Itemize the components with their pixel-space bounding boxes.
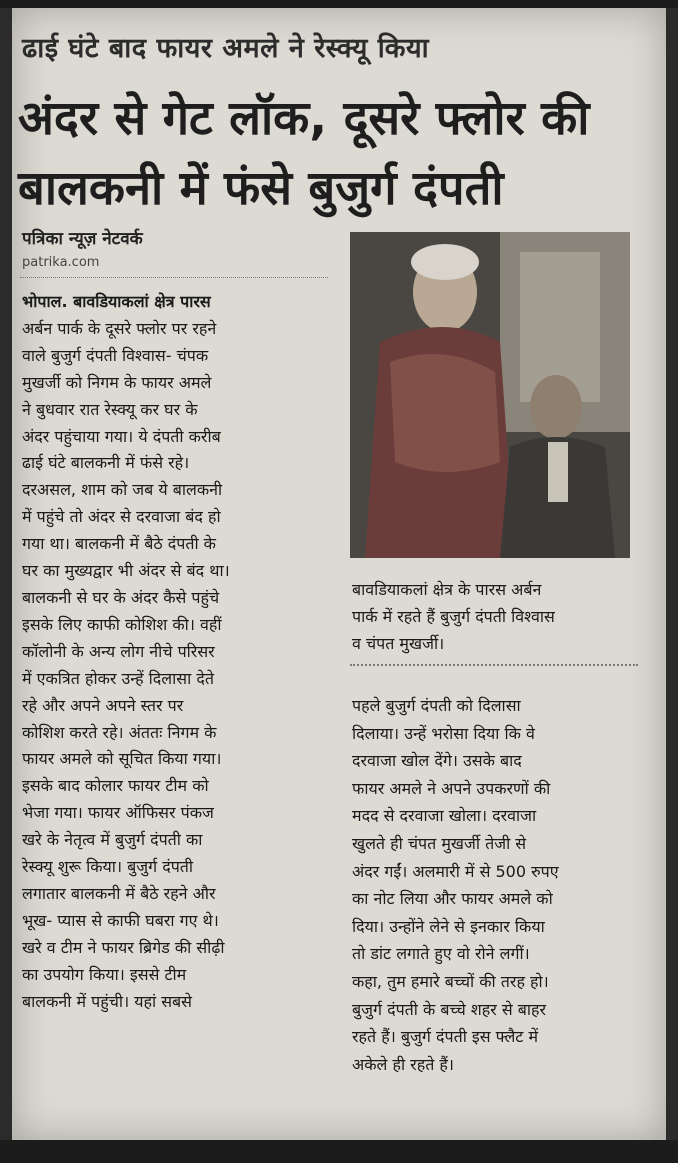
- left-column-line: गया था। बालकनी में बैठे दंपती के: [22, 534, 216, 554]
- right-column-text: [352, 692, 648, 1078]
- left-column-line: भोपाल. बावडियाकलां क्षेत्र पारस: [22, 292, 211, 311]
- left-column-line: भेजा गया। फायर ऑफिसर पंकज: [22, 803, 214, 823]
- byline: पत्रिका न्यूज़ नेटवर्क: [22, 229, 143, 249]
- right-column-line: मदद से दरवाजा खोला। दरवाजा: [352, 806, 537, 826]
- top-frame-edge: [0, 0, 678, 8]
- left-column-text: [22, 289, 330, 1015]
- right-column-line: कहा, तुम हमारे बच्चों की तरह हो।: [352, 971, 549, 991]
- news-photo: [350, 232, 630, 558]
- left-column-line: बालकनी से घर के अंदर कैसे पहुंचे: [22, 587, 220, 607]
- right-column-line: पहले बुजुर्ग दंपती को दिलासा: [352, 696, 521, 715]
- left-column-line: लगातार बालकनी में बैठे रहने और: [22, 883, 216, 903]
- left-column-line: में एकत्रित होकर उन्हें दिलासा देते: [22, 668, 214, 688]
- left-column-line: खरे व टीम ने फायर ब्रिगेड की सीढ़ी: [22, 937, 225, 957]
- right-column-line: अकेले ही रहते हैं।: [352, 1054, 454, 1074]
- left-column-line: मुखर्जी को निगम के फायर अमले: [22, 372, 212, 392]
- caption-line: बावडियाकलां क्षेत्र के पारस अर्बन: [352, 580, 542, 599]
- left-column-line: इसके लिए काफी कोशिश की। वहीं: [22, 614, 222, 634]
- caption-line: पार्क में रहते हैं बुजुर्ग दंपती विश्वास: [352, 607, 555, 626]
- photo-caption: [352, 576, 634, 657]
- left-column-line: वाले बुजुर्ग दंपती विश्वास- चंपक: [22, 345, 209, 365]
- left-column-line: ढाई घंटे बालकनी में फंसे रहे।: [22, 453, 190, 473]
- left-column-line: इसके बाद कोलार फायर टीम को: [22, 776, 209, 796]
- kicker-headline: ढाई घंटे बाद फायर अमले ने रेस्क्यू किया: [22, 33, 430, 64]
- right-column-line: दरवाजा खोल देंगे। उसके बाद: [352, 751, 522, 771]
- headline-line-2: बालकनी में फंसे बुजुर्ग दंपती: [18, 161, 504, 216]
- left-column-line: ने बुधवार रात रेस्क्यू कर घर के: [22, 399, 198, 419]
- left-column-line: घर का मुख्यद्वार भी अंदर से बंद था।: [22, 561, 230, 581]
- right-column-line: तो डांट लगाते हुए वो रोने लगीं।: [352, 944, 530, 964]
- left-column-line: फायर अमले को सूचित किया गया।: [22, 749, 222, 769]
- left-column-line: रहे और अपने अपने स्तर पर: [22, 695, 184, 715]
- bottom-frame-edge: [0, 1140, 678, 1163]
- left-column-line: कोशिश करते रहे। अंततः निगम के: [22, 722, 217, 742]
- left-column-line: अंदर पहुंचाया गया। ये दंपती करीब: [22, 426, 221, 446]
- right-column-line: दिया। उन्होंने लेने से इनकार किया: [352, 916, 545, 936]
- right-column-line: रहते हैं। बुजुर्ग दंपती इस फ्लैट में: [352, 1027, 539, 1047]
- right-column-line: अंदर गईं। अलमारी में से 500 रुपए: [352, 861, 559, 881]
- right-column-line: फायर अमले ने अपने उपकरणों की: [352, 778, 551, 798]
- left-column-line: अर्बन पार्क के दूसरे फ्लोर पर रहने: [22, 318, 217, 338]
- left-column-line: कॉलोनी के अन्य लोग नीचे परिसर: [22, 641, 215, 661]
- left-column-line: खरे के नेतृत्व में बुजुर्ग दंपती का: [22, 830, 203, 850]
- left-column-line: बालकनी में पहुंची। यहां सबसे: [22, 991, 192, 1011]
- right-column-line: खुलते ही चंपत मुखर्जी तेजी से: [352, 833, 527, 853]
- right-column-line: दिलाया। उन्हें भरोसा दिया कि वे: [352, 723, 535, 743]
- right-column-line: का नोट लिया और फायर अमले को: [352, 889, 553, 909]
- left-column-line: का उपयोग किया। इससे टीम: [22, 964, 187, 984]
- left-column-line: रेस्क्यू शुरू किया। बुजुर्ग दंपती: [22, 857, 194, 877]
- main-headline: [18, 84, 648, 224]
- byline-divider: [20, 277, 328, 278]
- caption-divider: [350, 664, 638, 666]
- headline-line-1: अंदर से गेट लॉक, दूसरे फ्लोर की: [18, 91, 590, 146]
- site-url: patrika.com: [22, 255, 100, 270]
- left-column-line: दरअसल, शाम को जब ये बालकनी: [22, 480, 223, 500]
- right-column-line: बुजुर्ग दंपती के बच्चे शहर से बाहर: [352, 999, 547, 1019]
- left-column-line: भूख- प्यास से काफी घबरा गए थे।: [22, 910, 219, 930]
- photo-elderly-couple: [350, 232, 630, 558]
- left-column-line: में पहुंचे तो अंदर से दरवाजा बंद हो: [22, 507, 221, 527]
- caption-line: व चंपत मुखर्जी।: [352, 634, 445, 653]
